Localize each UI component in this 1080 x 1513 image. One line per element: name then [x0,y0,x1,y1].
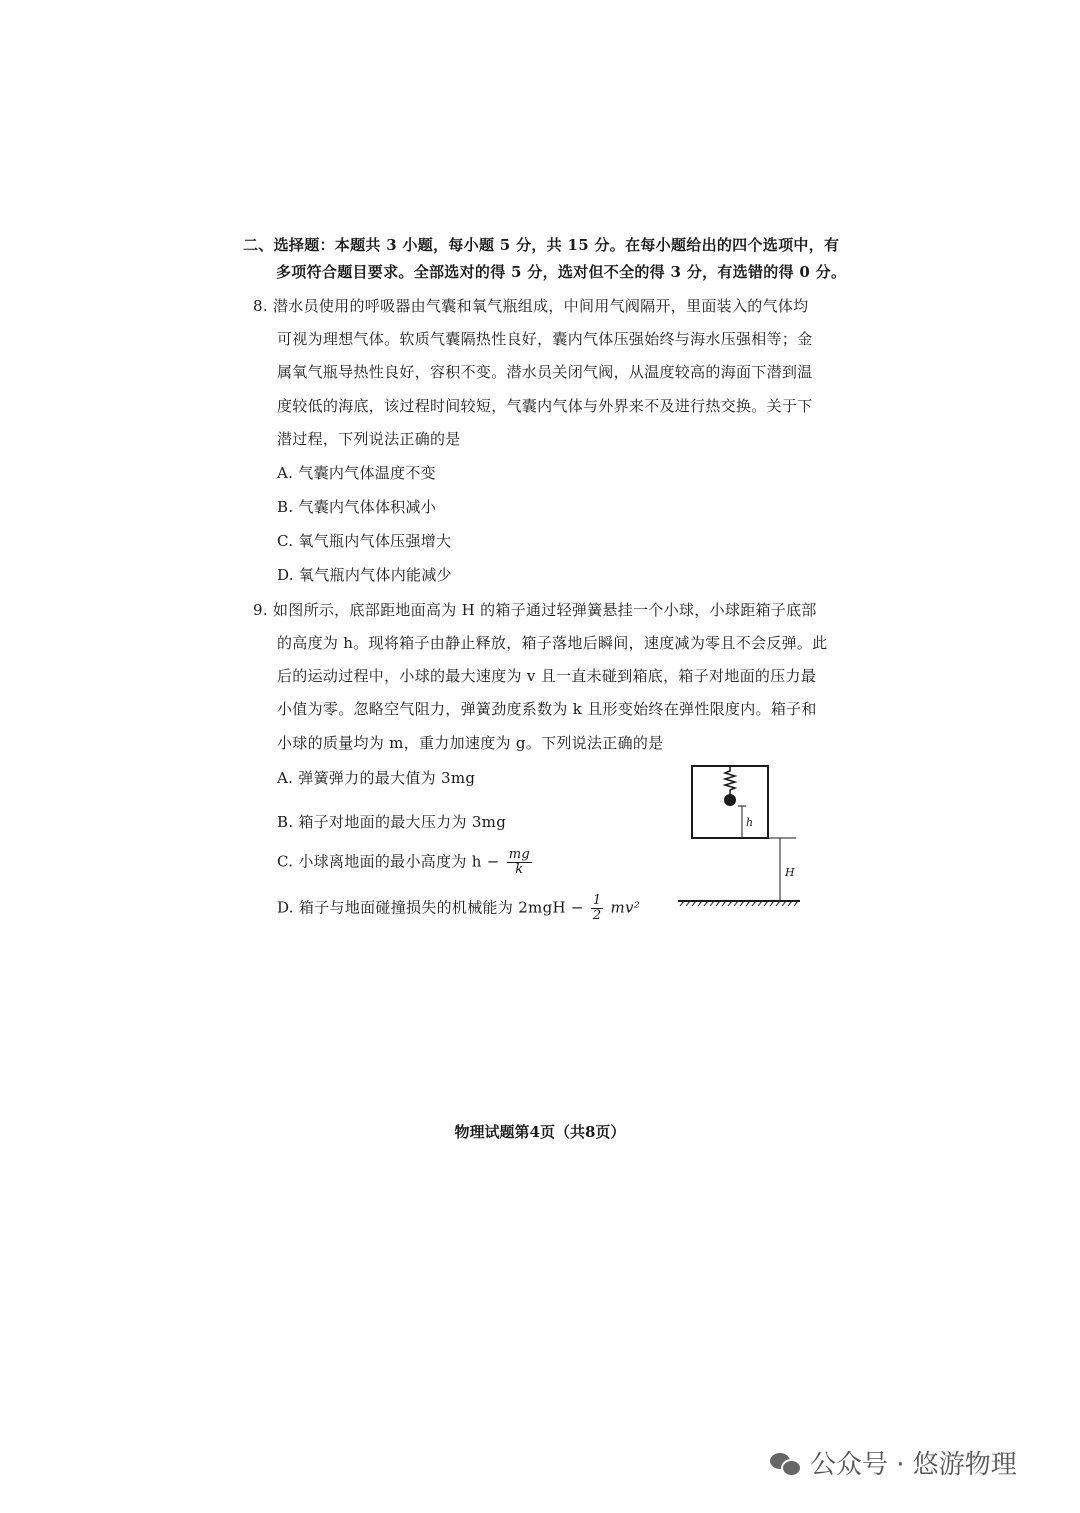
q9-option-b: B. 箱子对地面的最大压力为 3mg [277,813,507,831]
page-footer: 物理试题第4页（共8页） [454,1123,626,1141]
q9-line-1: 9. 如图所示，底部距地面高为 H 的箱子通过轻弹簧悬挂一个小球，小球距箱子底部 [253,601,817,619]
q9-option-d [277,894,640,923]
q8-line-2: 可视为理想气体。软质气囊隔热性良好，囊内气体压强始终与海水压强相等；金 [277,330,813,348]
q9-line-3: 后的运动过程中，小球的最大速度为 v 且一直未碰到箱底，箱子对地面的压力最 [277,667,817,685]
q9-line-4: 小值为零。忽略空气阻力，弹簧劲度系数为 k 且形变始终在弹性限度内。箱子和 [277,700,817,718]
q9-option-d-suffix: mv² [610,898,641,917]
q9-line-2: 的高度为 h。现将箱子由静止释放，箱子落地后瞬间，速度减为零且不会反弹。此 [277,634,828,652]
q8-option-d: D. 氧气瓶内气体内能减少 [277,566,452,584]
q8-line-4: 度较低的海底，该过程时间较短，气囊内气体与外界来不及进行热交换。关于下 [277,397,813,415]
q8-option-c: C. 氧气瓶内气体压强增大 [277,532,452,550]
watermark [770,1444,1017,1481]
q8-line-5: 潜过程，下列说法正确的是 [277,430,461,448]
h-label: h [746,816,754,829]
section-header-line1: 二、选择题：本题共 3 小题，每小题 5 分，共 15 分。在每小题给出的四个选项中，有 [243,236,840,254]
spring-box-figure [670,760,810,920]
q9-option-c-fraction [507,848,532,877]
section-header-line2: 多项符合题目要求。全部选对的得 5 分，选对但不全的得 3 分，有选错的得 0 分。 [276,263,847,281]
q9-line-5: 小球的质量均为 m，重力加速度为 g。下列说法正确的是 [277,734,664,752]
ball-icon [724,794,736,806]
q9-option-d-fraction [591,894,604,923]
watermark-text: 公众号 · 悠游物理 [810,1450,1017,1480]
q9-option-d-text: D. 箱子与地面碰撞损失的机械能为 2mgH − [277,898,584,917]
q9-option-c [277,848,534,877]
q9-option-d-numerator: 1 [592,893,602,908]
q8-line-1: 8. 潜水员使用的呼吸器由气囊和氧气瓶组成，中间用气阀隔开，里面装入的气体均 [253,297,809,315]
q9-option-c-text: C. 小球离地面的最小高度为 h − [277,852,500,871]
q8-line-3: 属氧气瓶导热性良好，容积不变。潜水员关闭气阀，从温度较高的海面下潜到温 [277,363,813,381]
q9-option-a: A. 弹簧弹力的最大值为 3mg [277,769,476,787]
q9-option-c-denominator: k [515,862,524,877]
q9-option-d-denominator: 2 [592,908,602,923]
spring-icon [725,767,735,794]
q9-option-c-numerator: mg [508,847,530,862]
q8-option-b: B. 气囊内气体体积减小 [277,498,437,516]
q8-option-a: A. 气囊内气体温度不变 [277,464,436,482]
wechat-icon [770,1451,800,1475]
H-label: H [785,866,795,879]
